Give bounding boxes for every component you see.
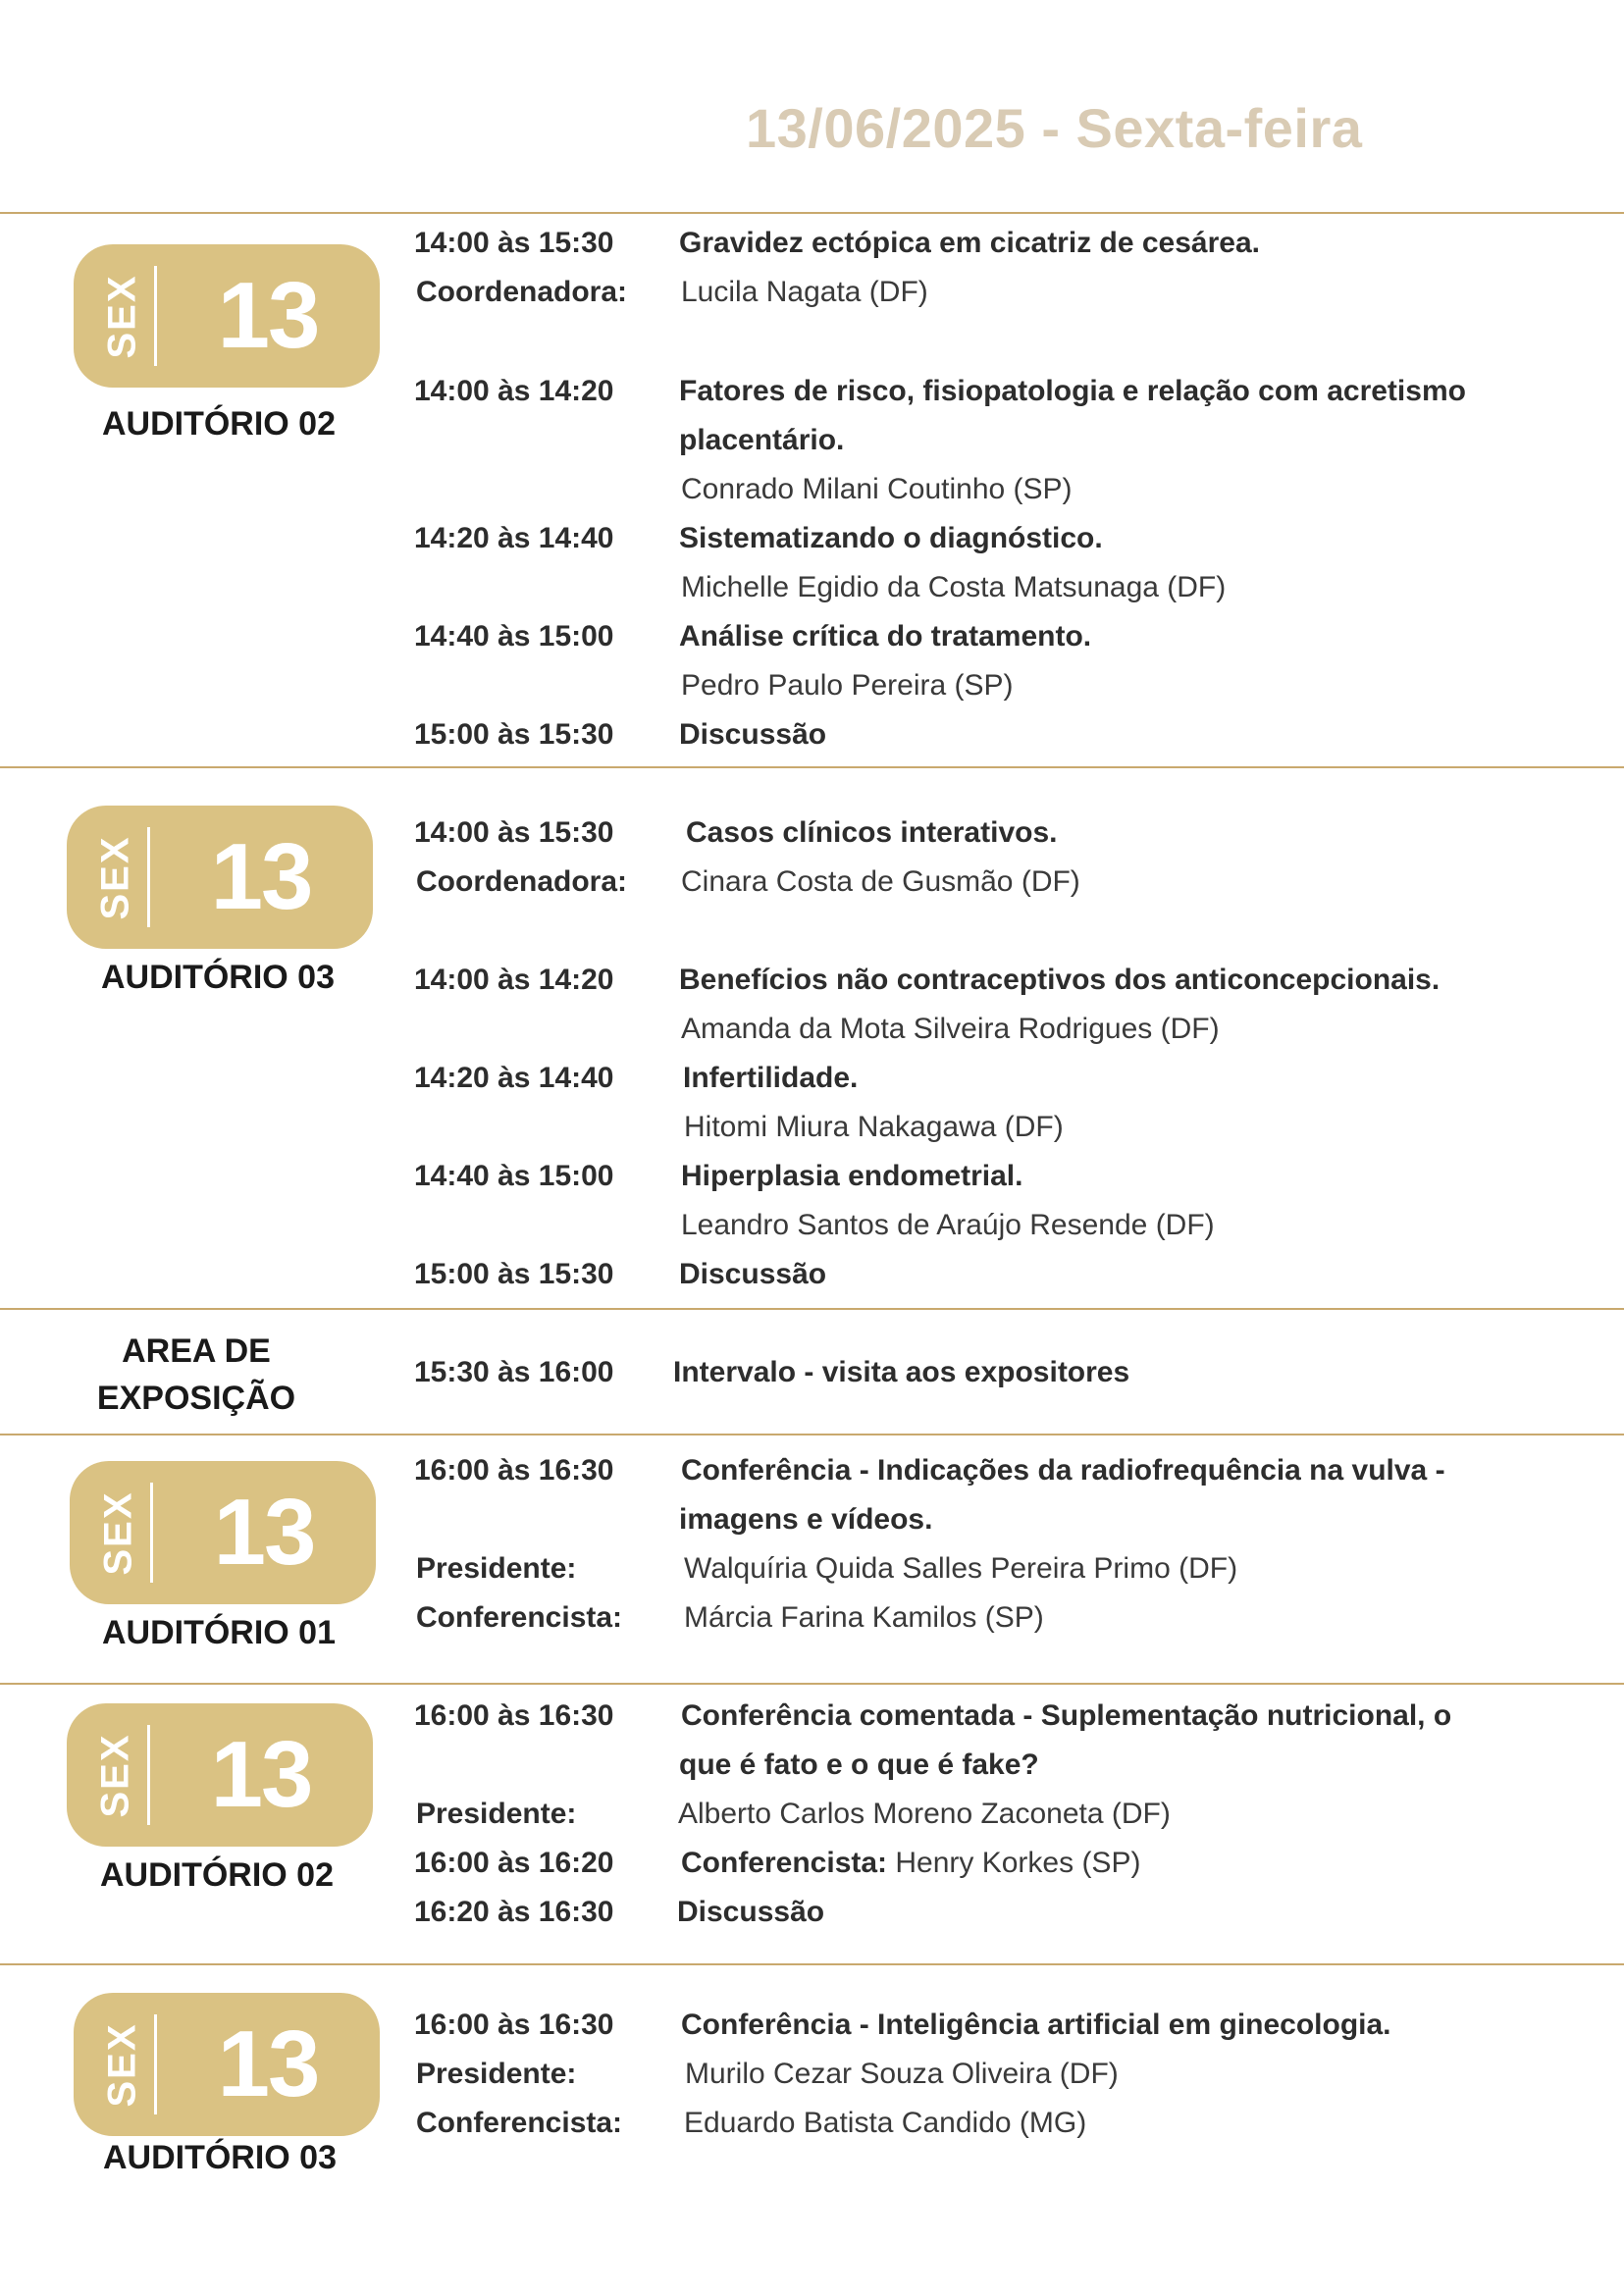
talk-title-continued: placentário.	[679, 424, 845, 456]
break-time: 15:30 às 16:00	[414, 1356, 614, 1388]
talk-title: Análise crítica do tratamento.	[679, 620, 1092, 652]
divider	[0, 1963, 1624, 1965]
session-time: 14:00 às 15:30	[414, 227, 614, 259]
badge-separator	[147, 1725, 150, 1825]
session-time: 16:00 às 16:30	[414, 2009, 614, 2041]
talk-title: Discussão	[679, 1258, 827, 1290]
speaker-name: Walquíria Quida Salles Pereira Primo (DF)	[684, 1552, 1238, 1585]
talk-time: 14:40 às 15:00	[414, 1160, 614, 1192]
room-label: AUDITÓRIO 02	[99, 1856, 335, 1894]
role-label: Presidente:	[416, 2058, 577, 2090]
talk-title: Benefícios não contraceptivos dos anticoncepcionais.	[679, 964, 1441, 996]
talk-time: 14:40 às 15:00	[414, 620, 614, 652]
role-label: Presidente:	[416, 1552, 577, 1585]
talk-time: 14:20 às 14:40	[414, 1062, 614, 1094]
room-label: AUDITÓRIO 03	[100, 959, 336, 996]
date-badge	[67, 806, 373, 949]
weekday-label: SEX	[96, 1489, 140, 1576]
date-badge	[70, 1461, 376, 1604]
role-label: Presidente:	[416, 1798, 577, 1830]
speaker-name: Alberto Carlos Moreno Zaconeta (DF)	[678, 1798, 1171, 1830]
badge-separator	[150, 1483, 153, 1583]
day-number: 13	[217, 263, 319, 368]
session-time: 16:00 às 16:30	[414, 1699, 614, 1732]
room-label	[34, 1328, 358, 1422]
session-title: Conferência - Indicações da radiofrequência na vulva -	[681, 1454, 1445, 1487]
divider	[0, 1683, 1624, 1685]
talk-time: 15:00 às 15:30	[414, 718, 614, 751]
speaker-name: Amanda da Mota Silveira Rodrigues (DF)	[681, 1013, 1220, 1045]
room-label: AUDITÓRIO 01	[101, 1614, 337, 1651]
talk-time: 16:00 às 16:20	[414, 1847, 614, 1879]
talk-title: Fatores de risco, fisiopatologia e relação com acretismo	[679, 375, 1466, 407]
divider	[0, 766, 1624, 768]
speaker-name: Márcia Farina Kamilos (SP)	[684, 1601, 1044, 1634]
date-badge	[67, 1703, 373, 1847]
room-label: AUDITÓRIO 03	[102, 2139, 338, 2176]
page-title: 13/06/2025 - Sexta-feira	[746, 97, 1363, 159]
speaker-name: Hitomi Miura Nakagawa (DF)	[684, 1111, 1064, 1143]
talk-time: 14:00 às 14:20	[414, 375, 614, 407]
weekday-label: SEX	[100, 2021, 144, 2108]
room-label-line: EXPOSIÇÃO	[96, 1380, 296, 1417]
speaker-name: Pedro Paulo Pereira (SP)	[681, 669, 1014, 702]
speaker-name: Henry Korkes (SP)	[887, 1847, 1141, 1879]
session-title: Conferência comentada - Suplementação nutricional, o	[681, 1699, 1452, 1732]
room-label: AUDITÓRIO 02	[101, 405, 337, 443]
role-label: Coordenadora:	[416, 865, 628, 898]
talk-title: Sistematizando o diagnóstico.	[679, 522, 1103, 554]
talk-title: Discussão	[677, 1896, 825, 1928]
session-title: Casos clínicos interativos.	[686, 816, 1058, 849]
talk-title: Hiperplasia endometrial.	[681, 1160, 1023, 1192]
badge-separator	[154, 2014, 157, 2114]
session-title: Conferência - Inteligência artificial em ginecologia.	[681, 2009, 1391, 2041]
divider	[0, 212, 1624, 214]
talk-title: Discussão	[679, 718, 827, 751]
room-label-line: AREA DE	[122, 1332, 271, 1370]
badge-separator	[154, 266, 157, 366]
session-title-continued: imagens e vídeos.	[679, 1503, 933, 1536]
speaker-name: Eduardo Batista Candido (MG)	[684, 2107, 1087, 2139]
badge-separator	[147, 827, 150, 927]
break-title: Intervalo - visita aos expositores	[673, 1356, 1130, 1388]
weekday-label: SEX	[100, 273, 144, 359]
weekday-label: SEX	[93, 834, 137, 920]
date-badge	[74, 1993, 380, 2136]
talk-title: Infertilidade.	[683, 1062, 859, 1094]
day-number: 13	[210, 1722, 312, 1827]
speaker-line	[681, 1847, 1140, 1880]
speaker-name: Lucila Nagata (DF)	[681, 276, 928, 308]
role-label: Conferencista:	[416, 2107, 623, 2139]
talk-time: 14:20 às 14:40	[414, 522, 614, 554]
session-time: 16:00 às 16:30	[414, 1454, 614, 1487]
day-number: 13	[217, 2011, 319, 2116]
session-title: Gravidez ectópica em cicatriz de cesárea.	[679, 227, 1260, 259]
talk-time: 16:20 às 16:30	[414, 1896, 614, 1928]
speaker-name: Michelle Egidio da Costa Matsunaga (DF)	[681, 571, 1227, 603]
session-time: 14:00 às 15:30	[414, 816, 614, 849]
talk-time: 15:00 às 15:30	[414, 1258, 614, 1290]
divider	[0, 1308, 1624, 1310]
speaker-name: Murilo Cezar Souza Oliveira (DF)	[685, 2058, 1119, 2090]
weekday-label: SEX	[93, 1732, 137, 1818]
session-title-continued: que é fato e o que é fake?	[679, 1748, 1039, 1781]
day-number: 13	[210, 824, 312, 929]
role-label: Conferencista:	[681, 1847, 888, 1879]
divider	[0, 1434, 1624, 1435]
talk-time: 14:00 às 14:20	[414, 964, 614, 996]
role-label: Conferencista:	[416, 1601, 623, 1634]
speaker-name: Cinara Costa de Gusmão (DF)	[681, 865, 1080, 898]
date-badge	[74, 244, 380, 388]
speaker-name: Conrado Milani Coutinho (SP)	[681, 473, 1073, 505]
role-label: Coordenadora:	[416, 276, 628, 308]
speaker-name: Leandro Santos de Araújo Resende (DF)	[681, 1209, 1215, 1241]
day-number: 13	[213, 1480, 315, 1585]
